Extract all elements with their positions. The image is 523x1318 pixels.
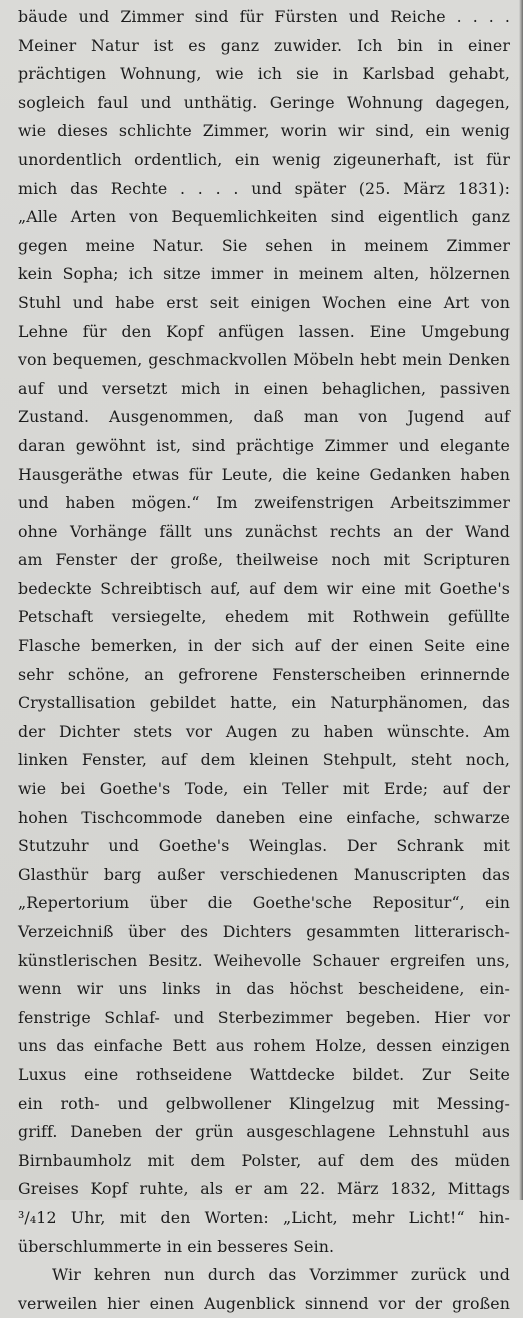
text-line: wenn wir uns links in das höchst bescheidene, ein-	[18, 979, 510, 999]
text-line: Birnbaumholz mit dem Polster, auf dem des müden	[18, 1150, 510, 1170]
text-line: hohen Tischcommode daneben eine einfache, schwarze	[18, 807, 510, 827]
text-line: wie dieses schlichte Zimmer, worin wir sind, ein wenig	[18, 121, 510, 141]
text-line: Hausgeräthe etwas für Leute, die keine Gedanken haben	[18, 464, 510, 484]
text-line: Stuhl und habe erst seit einigen Wochen eine Art von	[18, 292, 510, 312]
text-line: wie bei Goethe's Tode, ein Teller mit Erde; auf der	[18, 779, 510, 799]
text-line: der Dichter stets vor Augen zu haben wünschte. Am	[18, 721, 510, 741]
text-line: sehr schöne, an gefrorene Fensterscheiben erinnernde	[18, 664, 510, 684]
text-line: bäude und Zimmer sind für Fürsten und Reiche . . . .	[18, 7, 510, 26]
text-line: prächtigen Wohnung, wie ich sie in Karlsbad gehabt,	[18, 64, 510, 84]
text-line: Verzeichniß über des Dichters gesammten litterarisch-	[18, 922, 510, 941]
text-line: und haben mögen.“ Im zweifenstrigen Arbeitszimmer	[18, 493, 510, 513]
text-line: ³/₄12 Uhr, mit den Worten: „Licht, mehr Licht!“ hin-	[18, 1207, 510, 1227]
text-line: von bequemen, geschmackvollen Möbeln hebt mein Denken	[18, 350, 510, 370]
text-line: „Repertorium über die Goethe'sche Repositur“, ein	[18, 893, 510, 913]
text-line: fenstrige Schlaf- und Sterbezimmer begeben. Hier vor	[18, 1007, 510, 1027]
text-line: Lehne für den Kopf anfügen lassen. Eine Umgebung	[18, 321, 510, 341]
text-line: ohne Vorhänge fällt uns zunächst rechts an der Wand	[18, 521, 510, 541]
text-line: Crystallisation gebildet hatte, ein Naturphänomen, das	[18, 693, 510, 713]
text-line: auf und versetzt mich in einen behaglichen, passiven	[18, 378, 510, 398]
text-line: bedeckte Schreibtisch auf, auf dem wir eine mit Goethe's	[18, 578, 510, 598]
text-line: kein Sopha; ich sitze immer in meinem alten, hölzernen	[18, 264, 510, 284]
text-line: „Alle Arten von Bequemlichkeiten sind eigentlich ganz	[18, 207, 510, 227]
article-column	[18, 3, 510, 1318]
text-line: Meiner Natur ist es ganz zuwider. Ich bin in einer	[18, 35, 510, 55]
text-line: am Fenster der große, theilweise noch mit Scripturen	[18, 550, 510, 570]
text-line: griff. Daneben der grün ausgeschlagene Lehnstuhl aus	[18, 1122, 510, 1142]
text-line: Glasthür barg außer verschiedenen Manuscripten das	[18, 864, 510, 884]
text-line: unordentlich ordentlich, ein wenig zigeunerhaft, ist für	[18, 149, 510, 169]
text-line: Flasche bemerken, in der sich auf der einen Seite eine	[18, 636, 510, 656]
text-line: sogleich faul und unthätig. Geringe Wohnung dagegen,	[18, 92, 510, 112]
text-line: Stutzuhr und Goethe's Weinglas. Der Schrank mit	[18, 836, 510, 856]
text-line: Greises Kopf ruhte, als er am 22. März 1832, Mittags	[18, 1179, 510, 1199]
paragraph-end-line: überschlummerte in ein besseres Sein.	[18, 1236, 335, 1256]
text-line: uns das einfache Bett aus rohem Holze, dessen einzigen	[18, 1036, 510, 1056]
text-line: Zustand. Ausgenommen, daß man von Jugend auf	[18, 407, 510, 427]
paragraph-start-line: Wir kehren nun durch das Vorzimmer zurück und	[52, 1265, 510, 1285]
text-line: ein roth- und gelbwollener Klingelzug mit Messing-	[18, 1093, 510, 1113]
text-line: künstlerischen Besitz. Weihevolle Schauer ergreifen uns,	[18, 950, 510, 970]
text-line: verweilen hier einen Augenblick sinnend vor der großen	[18, 1293, 510, 1313]
text-line: Petschaft versiegelte, ehedem mit Rothwein gefüllte	[18, 607, 510, 627]
text-line: Luxus eine rothseidene Wattdecke bildet. Zur Seite	[18, 1064, 510, 1084]
text-line: daran gewöhnt ist, sind prächtige Zimmer und elegante	[18, 435, 510, 455]
page-edge-shadow	[519, 0, 523, 1200]
text-line: gegen meine Natur. Sie sehen in meinem Zimmer	[18, 235, 510, 255]
text-line: linken Fenster, auf dem kleinen Stehpult, steht noch,	[18, 750, 510, 770]
text-line: mich das Rechte . . . . und später (25. März 1831):	[18, 178, 510, 198]
